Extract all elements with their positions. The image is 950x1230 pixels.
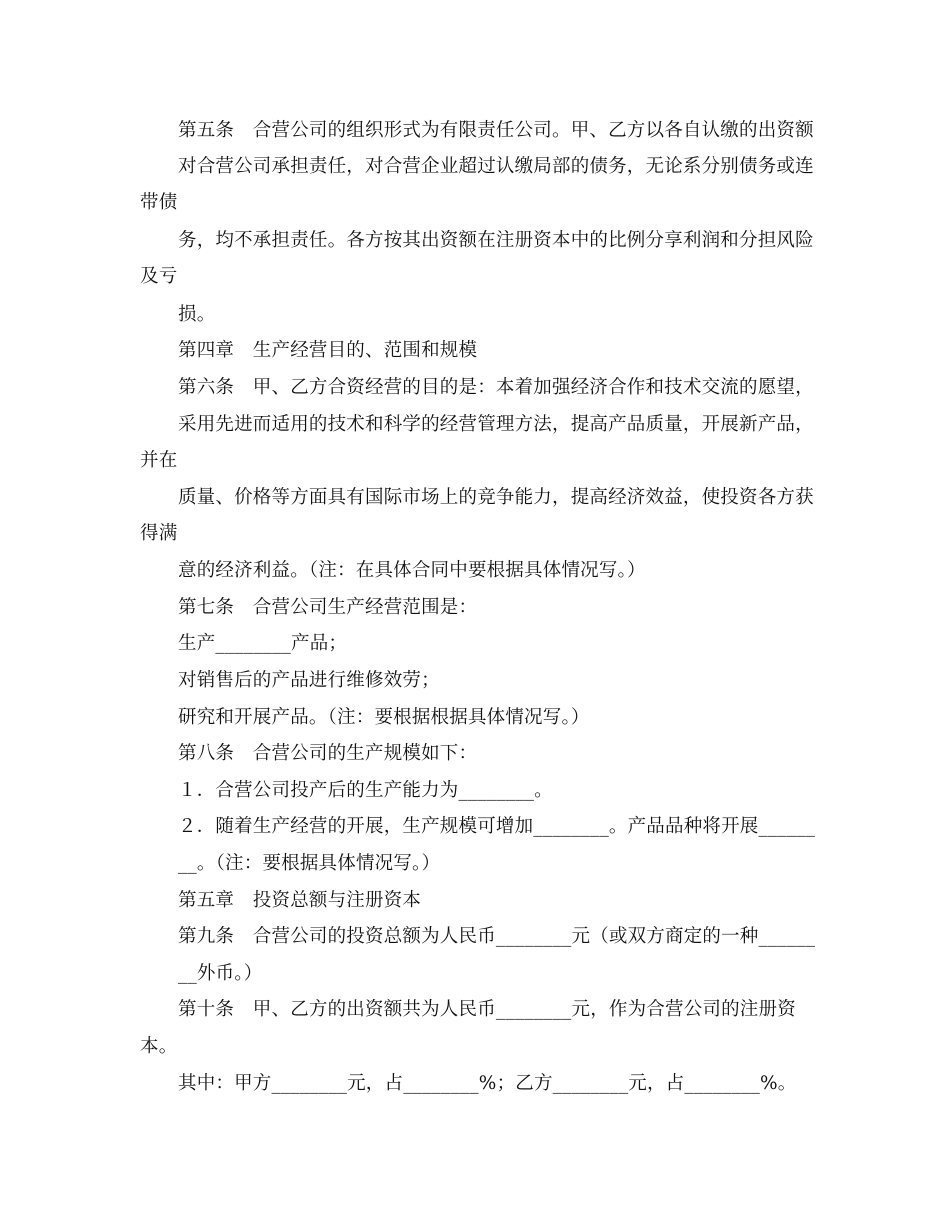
text-line: 第十条 甲、乙方的出资额共为人民币________元，作为合营公司的注册资 xyxy=(178,999,796,1020)
text-line: 研究和开展产品。（注：要根据根据具体情况写。） xyxy=(178,707,590,728)
text-line: 第五条 合营公司的组织形式为有限责任公司。甲、乙方以各自认缴的出资额 xyxy=(178,120,814,141)
text-line: 第六条 甲、乙方合资经营的目的是：本着加强经济合作和技术交流的愿望， xyxy=(178,377,814,398)
text-line: 损。 xyxy=(178,304,216,325)
text-line: 带债 xyxy=(140,192,178,213)
section-heading: 第四章 生产经营目的、范围和规模 xyxy=(178,340,478,361)
text-line: 本。 xyxy=(140,1036,178,1057)
text-line: 务，均不承担责任。各方按其出资额在注册资本中的比例分享利润和分担风险 xyxy=(178,230,814,251)
text-line: 对合营公司承担责任，对合营企业超过认缴局部的债务，无论系分别债务或连 xyxy=(178,156,814,177)
text-line: 对销售后的产品进行维修效劳； xyxy=(178,670,440,691)
text-line: 其中：甲方________元，占________%；乙方________元，占________%。 xyxy=(178,1073,797,1094)
text-line: ２．随着生产经营的开展，生产规模可增加________。产品品种将开展______ xyxy=(178,816,816,837)
text-line: 第七条 合营公司生产经营范围是： xyxy=(178,597,478,618)
text-line: __。（注：要根据具体情况写。） xyxy=(178,853,441,874)
text-line: 采用先进而适用的技术和科学的经营管理方法，提高产品质量，开展新产品， xyxy=(178,414,814,435)
section-heading: 第五章 投资总额与注册资本 xyxy=(178,890,422,911)
text-line: 并在 xyxy=(140,450,178,471)
text-line: 意的经济利益。（注：在具体合同中要根据具体情况写。） xyxy=(178,560,646,581)
text-line: 生产________产品； xyxy=(178,633,348,654)
text-line: 得满 xyxy=(140,523,178,544)
text-line: 第八条 合营公司的生产规模如下： xyxy=(178,743,478,764)
text-line: 及亏 xyxy=(140,266,178,287)
text-line: 第九条 合营公司的投资总额为人民币________元（或双方商定的一种______ xyxy=(178,926,816,947)
text-line: １．合营公司投产后的生产能力为________。 xyxy=(178,780,553,801)
text-line: 质量、价格等方面具有国际市场上的竞争能力，提高经济效益，使投资各方获 xyxy=(178,487,814,508)
text-line: __外币。） xyxy=(178,963,263,984)
